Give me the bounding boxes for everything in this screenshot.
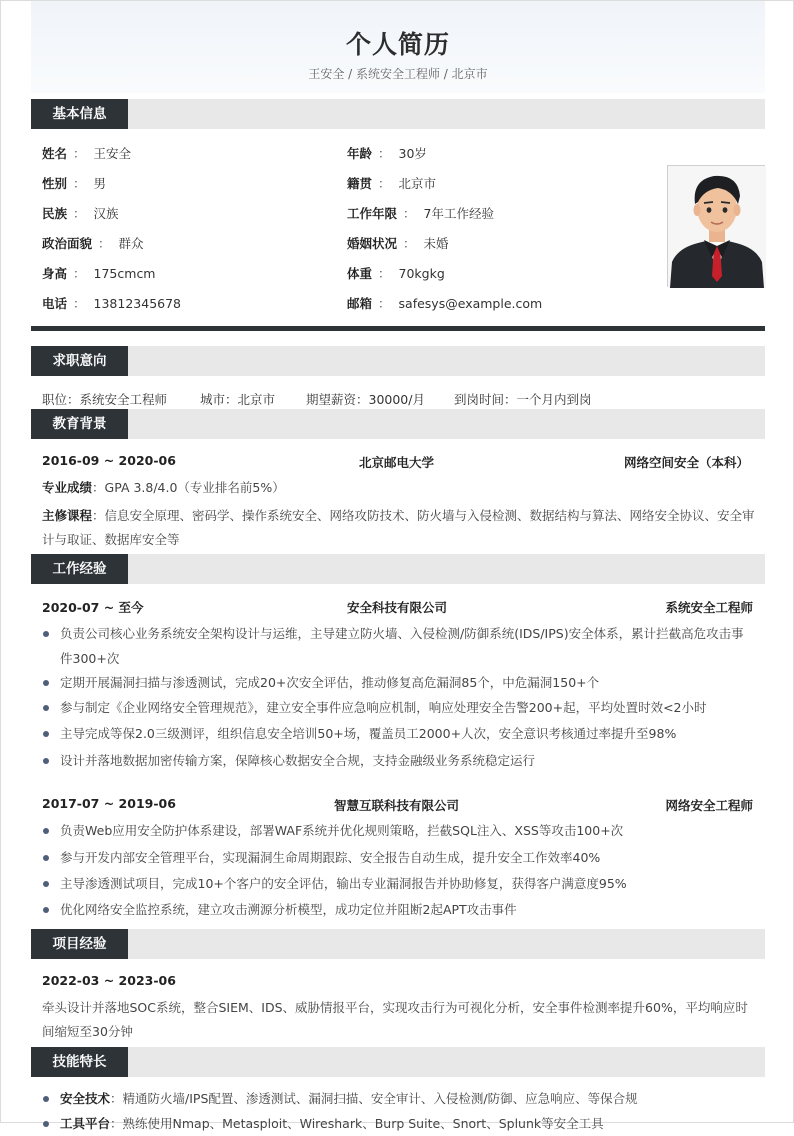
section-education-label: 教育背景 [31, 409, 128, 439]
bullet-icon [43, 631, 49, 637]
skill-item-1: 安全技术：精通防火墙/IPS配置、渗透测试、漏洞扫描、安全审计、入侵检测/防御、应急响应、等保合规 [43, 1086, 755, 1111]
page-subtitle: 王安全 / 系统安全工程师 / 北京市 [308, 67, 488, 81]
job2-period: 2017-07 ~ 2019-06 [42, 796, 176, 811]
project-description: 牵头设计并落地SOC系统，整合SIEM、IDS、威胁情报平台，实现攻击行为可视化分析，安全事件检测率提升60%，平均响应时间缩短至30分钟 [42, 1000, 748, 1039]
edu-grade: 专业成绩：GPA 3.8/4.0（专业排名前5%） [42, 480, 285, 495]
bullet-icon [43, 881, 49, 887]
info-ethnicity: 民族 ： 汉族 [42, 206, 119, 221]
info-email[interactable]: 邮箱 ： safesys@example.com [347, 296, 543, 311]
info-weight: 体重 ： 70kgkg [347, 266, 445, 281]
bullet-icon [43, 680, 49, 686]
section-intent-label: 求职意向 [31, 346, 128, 376]
job1-role: 系统安全工程师 [665, 600, 753, 615]
info-marital: 婚姻状况 ： 未婚 [347, 236, 449, 251]
section-work-label: 工作经验 [31, 554, 128, 584]
bullet-icon [43, 1121, 49, 1127]
page-title: 个人简历 [345, 30, 450, 59]
info-height: 身高 ： 175cmcm [42, 266, 156, 281]
section-project-label: 项目经验 [31, 929, 128, 959]
job1-item-4: 主导完成等保2.0三级测评，组织信息安全培训50+场，覆盖员工2000+人次，安全意识考核通过率提升至98% [43, 721, 755, 746]
edu-school: 北京邮电大学 [359, 455, 435, 470]
job2-item-3: 主导渗透测试项目，完成10+个客户的安全评估，输出专业漏洞报告并协助修复，获得客户满意度95% [43, 871, 755, 896]
edu-major: 网络空间安全（本科） [623, 455, 749, 470]
intent-salary: 期望薪资：30000/月 [306, 392, 425, 407]
info-work-years: 工作年限 ： 7年工作经验 [347, 206, 494, 221]
bullet-icon [43, 731, 49, 737]
section-education [31, 409, 765, 439]
bullet-icon [43, 705, 49, 711]
info-age: 年龄 ： 30岁 [347, 146, 427, 161]
job2-item-2: 参与开发内部安全管理平台，实现漏洞生命周期跟踪、安全报告自动生成，提升安全工作效率40% [43, 845, 755, 870]
intent-arrival: 到岗时间：一个月内到岗 [454, 392, 592, 407]
section-divider [31, 326, 765, 331]
section-skills-label: 技能特长 [31, 1047, 128, 1077]
section-work [31, 554, 765, 584]
bullet-icon [43, 1096, 49, 1102]
info-gender: 性别 ： 男 [42, 176, 107, 191]
intent-city: 城市：北京市 [200, 392, 276, 407]
edu-period: 2016-09 ~ 2020-06 [42, 453, 176, 468]
skill-item-2: 工具平台：熟练使用Nmap、Metasploit、Wireshark、Burp Suite、Snort、Splunk等安全工具 [43, 1111, 755, 1136]
section-basic [31, 99, 765, 129]
job1-item-5: 设计并落地数据加密传输方案，保障核心数据安全合规，支持金融级业务系统稳定运行 [43, 748, 755, 773]
section-intent [31, 346, 765, 376]
job2-item-4: 优化网络安全监控系统，建立攻击溯源分析模型，成功定位并阻断2起APT攻击事件 [43, 897, 755, 922]
job1-item-1: 负责公司核心业务系统安全架构设计与运维，主导建立防火墙、入侵检测/防御系统(IDS/IPS)安全体系，累计拦截高危攻击事件300+次 [43, 621, 755, 671]
job2-company: 智慧互联科技有限公司 [334, 798, 460, 813]
intent-position: 职位：系统安全工程师 [42, 392, 168, 407]
job1-item-3: 参与制定《企业网络安全管理规范》，建立安全事件应急响应机制，响应处理安全告警200+起，平均处置时效<2小时 [43, 695, 755, 720]
job1-period: 2020-07 ~ 至今 [42, 600, 144, 615]
info-political: 政治面貌 ： 群众 [42, 236, 144, 251]
avatar-illustration [668, 166, 766, 288]
job1-company: 安全科技有限公司 [347, 600, 448, 615]
bullet-icon [43, 758, 49, 764]
project-period: 2022-03 ~ 2023-06 [42, 973, 176, 988]
info-hometown: 籍贯 ： 北京市 [347, 176, 437, 191]
job1-item-2: 定期开展漏洞扫描与渗透测试，完成20+次安全评估，推动修复高危漏洞85个，中危漏洞150+个 [43, 670, 755, 695]
edu-courses: 主修课程：信息安全原理、密码学、操作系统安全、网络攻防技术、防火墙与入侵检测、数据结构与算法、网络安全协议、安全审计与取证、数据库安全等 [42, 508, 755, 547]
header-band [31, 1, 765, 93]
bullet-icon [43, 855, 49, 861]
job2-role: 网络安全工程师 [665, 798, 753, 813]
section-skills [31, 1047, 765, 1077]
profile-photo [667, 165, 765, 287]
info-name: 姓名 ： 王安全 [42, 146, 132, 161]
job2-item-1: 负责Web应用安全防护体系建设，部署WAF系统并优化规则策略，拦截SQL注入、XSS等攻击100+次 [43, 818, 755, 843]
bullet-icon [43, 907, 49, 913]
info-phone: 电话 ： 13812345678 [42, 296, 182, 311]
section-basic-label: 基本信息 [31, 99, 128, 129]
bullet-icon [43, 828, 49, 834]
section-project [31, 929, 765, 959]
